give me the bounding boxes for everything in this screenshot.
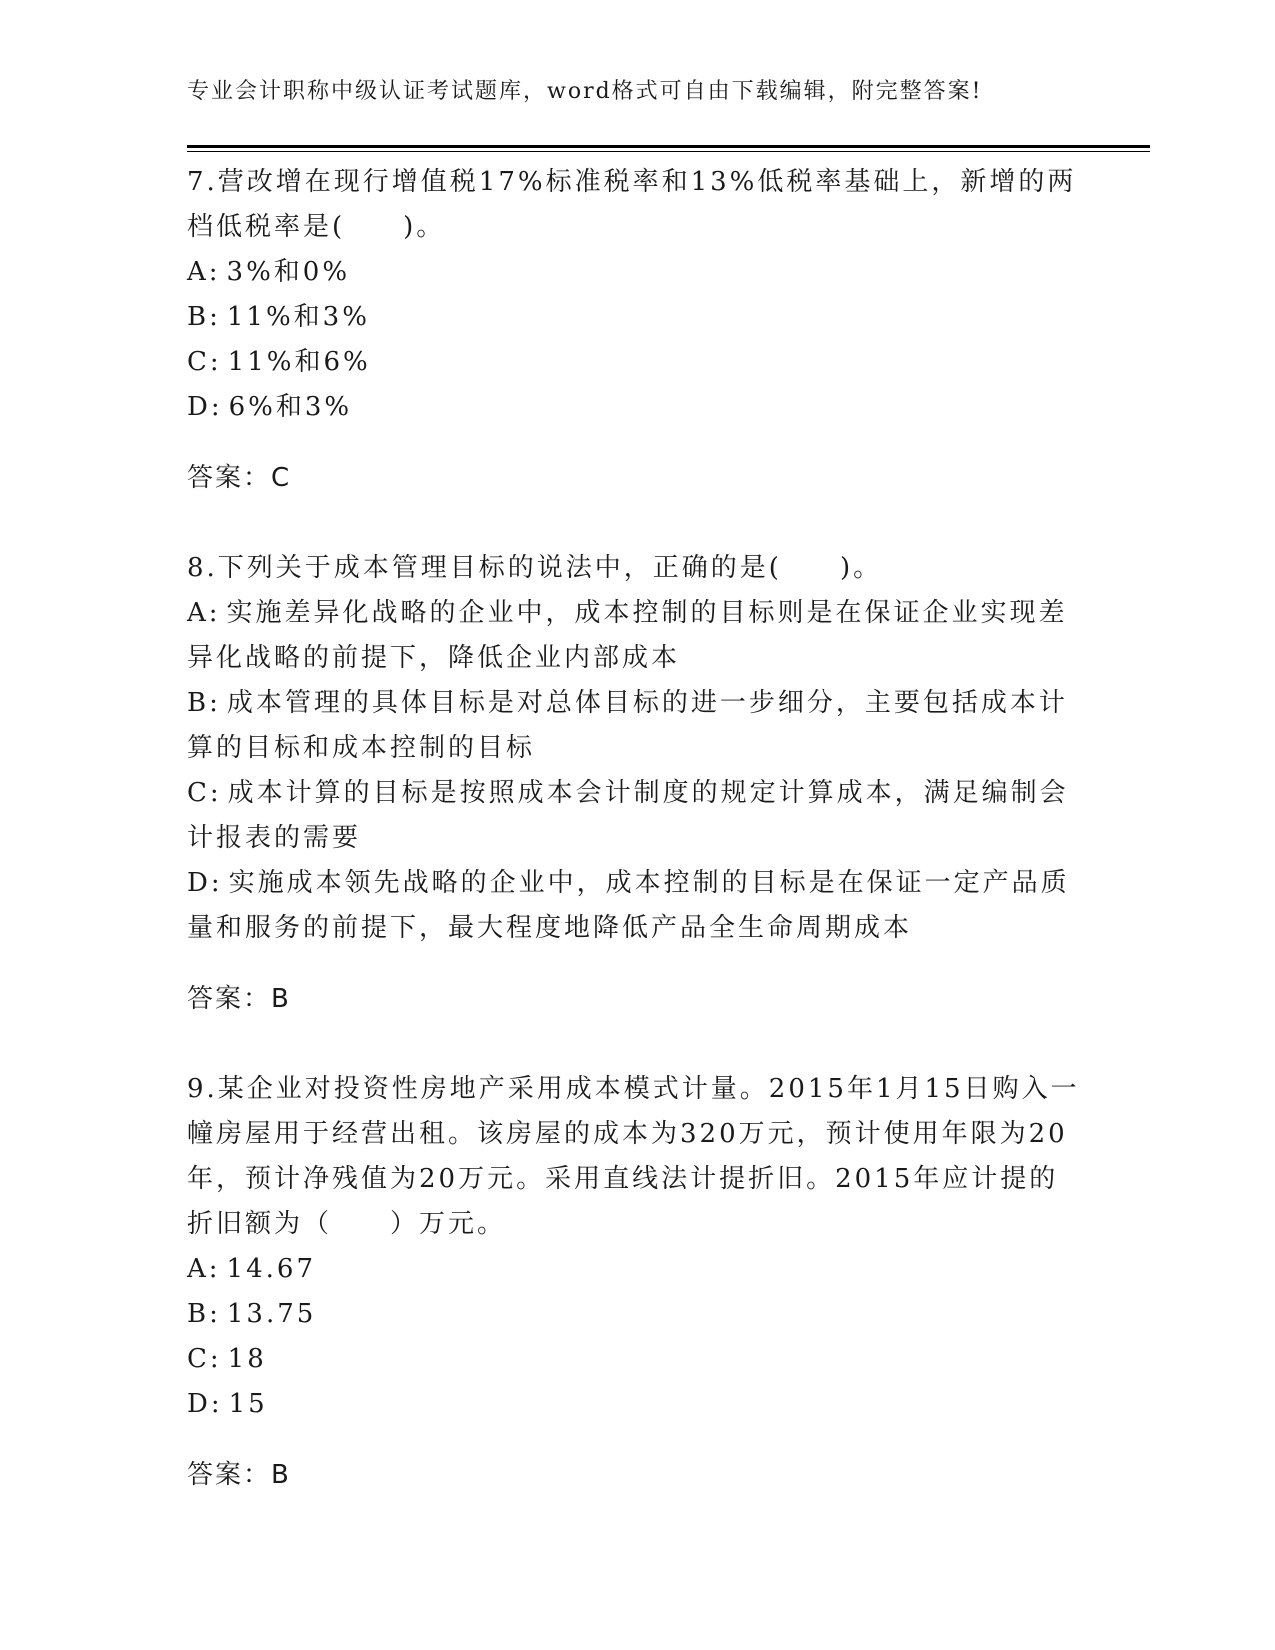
option-d [187, 861, 1087, 951]
question-7 [187, 160, 1087, 501]
option-text: 13.75 [226, 1299, 317, 1329]
option-key: C: [187, 778, 222, 808]
option-key: C: [187, 347, 222, 377]
question-list [187, 160, 1087, 1524]
option-text: 14.67 [226, 1254, 316, 1284]
option-c [187, 771, 1087, 861]
option-text: 实施成本领先战略的企业中，成本控制的目标是在保证一定产品质量和服务的前提下，最大程度地降低产品全生命周期成本 [187, 868, 1070, 943]
option-text: 15 [228, 1389, 268, 1419]
option-b [187, 1292, 1087, 1337]
option-key: A: [187, 257, 221, 287]
question-8 [187, 546, 1087, 1022]
question-stem: 9.某企业对投资性房地产采用成本模式计量。2015年1月15日购入一幢房屋用于经营出租。该房屋的成本为320万元，预计使用年限为20年，预计净残值为20万元。采用直线法计提折旧。2015年应计提的折旧额为（ ）万元。 [187, 1074, 1080, 1239]
option-c [187, 340, 1087, 385]
option-key: B: [187, 688, 221, 718]
option-key: D: [187, 1389, 223, 1419]
option-text: 成本管理的具体目标是对总体目标的进一步细分，主要包括成本计算的目标和成本控制的目标 [187, 688, 1068, 763]
option-key: B: [187, 1299, 221, 1329]
option-key: A: [187, 1254, 221, 1284]
option-key: D: [187, 392, 223, 422]
option-text: 11%和3% [226, 302, 370, 332]
option-key: D: [187, 868, 223, 898]
option-d [187, 1382, 1087, 1427]
option-text: 3%和0% [226, 257, 351, 287]
option-b [187, 295, 1087, 340]
option-text: 18 [227, 1344, 267, 1374]
question-stem: 7.营改增在现行增值税17%标准税率和13%低税率基础上，新增的两档低税率是( )。 [187, 167, 1077, 242]
option-c [187, 1337, 1087, 1382]
option-text: 11%和6% [227, 347, 371, 377]
option-d [187, 385, 1087, 430]
option-key: C: [187, 1344, 222, 1374]
header-rule-thin [187, 151, 1150, 152]
option-key: A: [187, 598, 221, 628]
header-rule-thick [187, 145, 1150, 148]
answer-line: 答案：C [187, 463, 292, 493]
option-text: 实施差异化战略的企业中，成本控制的目标则是在保证企业实现差异化战略的前提下，降低企业内部成本 [187, 598, 1068, 673]
option-b [187, 681, 1087, 771]
option-a [187, 1247, 1087, 1292]
answer-line: 答案：B [187, 984, 291, 1014]
option-a [187, 591, 1087, 681]
question-stem: 8.下列关于成本管理目标的说法中，正确的是( )。 [187, 553, 883, 583]
option-a [187, 250, 1087, 295]
question-9 [187, 1067, 1087, 1498]
option-key: B: [187, 302, 221, 332]
option-text: 成本计算的目标是按照成本会计制度的规定计算成本，满足编制会计报表的需要 [187, 778, 1069, 853]
document-header: 专业会计职称中级认证考试题库，word格式可自由下载编辑，附完整答案! [187, 79, 983, 104]
answer-line: 答案：B [187, 1460, 291, 1490]
option-text: 6%和3% [228, 392, 353, 422]
